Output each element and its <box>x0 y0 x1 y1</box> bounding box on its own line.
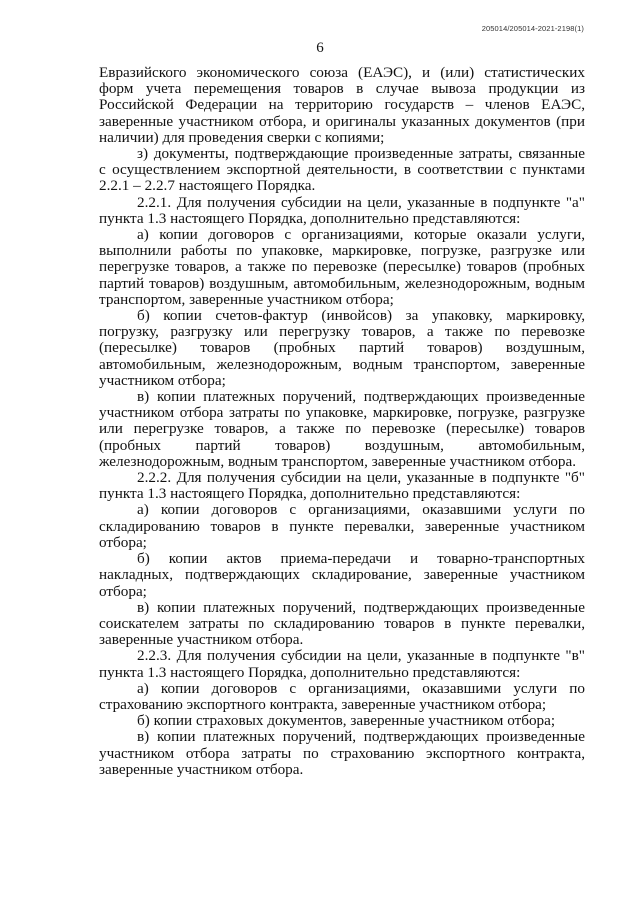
paragraph-2-2-2: 2.2.2. Для получения субсидии на цели, указанные в подпункте "б" пункта 1.3 настоящего Порядка, дополнительно представляются: <box>99 469 585 503</box>
paragraph-2-2-3-b: б) копии страховых документов, заверенные участником отбора; <box>137 712 556 730</box>
page-number: 6 <box>316 40 324 56</box>
paragraph-2-2-3: 2.2.3. Для получения субсидии на цели, указанные в подпункте "в" пункта 1.3 настоящего Порядка, дополнительно представляются: <box>99 647 585 681</box>
paragraph-2-2-1-v: в) копии платежных поручений, подтверждающих произведенные участником отбора затраты по упаковке, маркировке, погрузке, разгрузке или перегрузке товаров, а также по перевозке (пересылке) товаров (пробных партий товаров) воздушным, автомобильным, железнодорожным, водным транспортом, заверенные участником отбора. <box>99 388 585 470</box>
document-code: 205014/205014-2021-2198(1) <box>481 24 584 33</box>
paragraph-2-2-2-b: б) копии актов приема-передачи и товарно-транспортных накладных, подтверждающих складирование, заверенные участником отбора; <box>99 550 585 600</box>
paragraph-2-2-3-v: в) копии платежных поручений, подтверждающих произведенные участником отбора затраты по страхованию экспортного контракта, заверенные участником отбора. <box>99 728 585 778</box>
document-body <box>99 65 585 778</box>
paragraph-2-2-2-a: а) копии договоров с организациями, оказавшими услуги по складированию товаров в пункте перевалки, заверенные участником отбора; <box>99 501 585 551</box>
paragraph-2-2-1-a: а) копии договоров с организациями, которые оказали услуги, выполнили работы по упаковке, маркировке, погрузке, разгрузке или перегрузке товаров, а также по перевозке (пересылке) товаров (пробных партий товаров) воздушным, автомобильным, железнодорожным, водным транспортом, заверенные участником отбора; <box>99 226 585 308</box>
paragraph-2-2-2-v: в) копии платежных поручений, подтверждающих произведенные соискателем затраты по складированию товаров в пункте перевалки, заверенные участником отбора. <box>99 598 585 649</box>
paragraph-2-2-1: 2.2.1. Для получения субсидии на цели, указанные в подпункте "а" пункта 1.3 настоящего Порядка, дополнительно представляются: <box>99 193 585 227</box>
paragraph-2-2-1-b: б) копии счетов-фактур (инвойсов) за упаковку, маркировку, погрузку, разгрузку или перегрузку товаров, а также по перевозке (пересылке) товаров (пробных партий товаров) воздушным, автомобильным, железнодорожным, водным транспортом, заверенные участником отбора; <box>99 307 585 389</box>
paragraph-item-z: з) документы, подтверждающие произведенные затраты, связанные с осуществлением экспортной деятельности, в соответствии с пунктами 2.2.1 – 2.2.7 настоящего Порядка. <box>99 145 585 195</box>
paragraph-2-2-3-a: а) копии договоров с организациями, оказавшими услуги по страхованию экспортного контракта, заверенные участником отбора; <box>99 679 585 713</box>
paragraph-eaes-documents: Евразийского экономического союза (ЕАЭС), и (или) статистических форм учета перемещения товаров в случае вывоза продукции из Российской Федерации на территорию государств – членов ЕАЭС, заверенные участником отбора, и оригиналы указанных документов (при наличии) для проведения сверки с копиями; <box>99 64 585 146</box>
